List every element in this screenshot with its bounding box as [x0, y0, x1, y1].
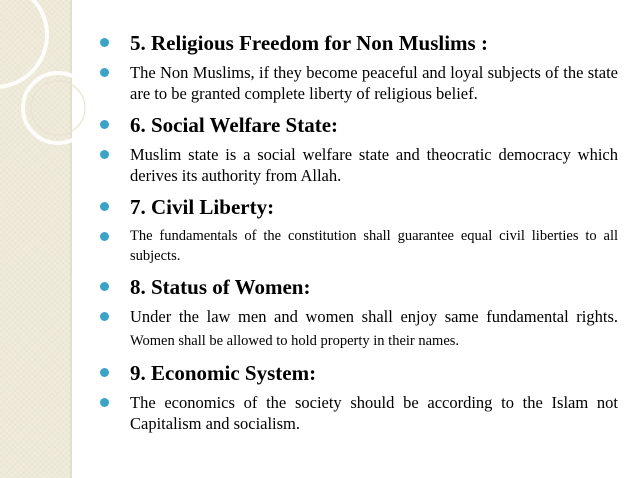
bullet-icon: [100, 150, 109, 159]
point-text-main: Under the law men and women shall enjoy same fundamental rights.: [130, 307, 618, 326]
bullet-icon: [100, 312, 109, 321]
point-status-of-women: [100, 306, 618, 352]
point-text-small: Women shall be allowed to hold property in their names.: [130, 333, 460, 349]
heading-religious-freedom: [100, 30, 618, 56]
heading-economic-system: [100, 360, 618, 386]
heading-social-welfare: [100, 112, 618, 138]
point-civil-liberty: [100, 226, 618, 266]
heading-text: 5. Religious Freedom for Non Muslims :: [130, 31, 488, 55]
bullet-icon: [100, 232, 109, 241]
bullet-icon: [100, 38, 109, 47]
point-text: The economics of the society should be according to the Islam not Capitalism and socialism.: [130, 393, 618, 433]
decorative-ring-lower: [23, 73, 93, 143]
heading-status-of-women: [100, 274, 618, 300]
bullet-icon: [100, 120, 109, 129]
heading-text: 8. Status of Women:: [130, 275, 311, 299]
bullet-icon: [100, 398, 109, 407]
point-social-welfare: [100, 144, 618, 186]
point-economic-system: [100, 392, 618, 434]
heading-text: 6. Social Welfare State:: [130, 113, 339, 137]
point-text: [130, 306, 618, 352]
point-religious-freedom: [100, 62, 618, 104]
decorative-ring-upper: [0, 0, 47, 87]
bullet-icon: [100, 282, 109, 291]
heading-civil-liberty: [100, 194, 618, 220]
bullet-icon: [100, 202, 109, 211]
decorative-rings: [0, 0, 110, 180]
bullet-icon: [100, 368, 109, 377]
decorative-ring-lower-inner: [31, 81, 85, 135]
point-text: Muslim state is a social welfare state and theocratic democracy which derives its authority from Allah.: [130, 145, 618, 185]
heading-text: 9. Economic System:: [130, 361, 317, 385]
bullet-icon: [100, 68, 109, 77]
slide-content: [100, 30, 618, 442]
point-text: The Non Muslims, if they become peaceful and loyal subjects of the state are to be granted complete liberty of religious belief.: [130, 63, 618, 103]
point-text: The fundamentals of the constitution shall guarantee equal civil liberties to all subjects.: [130, 228, 618, 264]
heading-text: 7. Civil Liberty:: [130, 195, 275, 219]
